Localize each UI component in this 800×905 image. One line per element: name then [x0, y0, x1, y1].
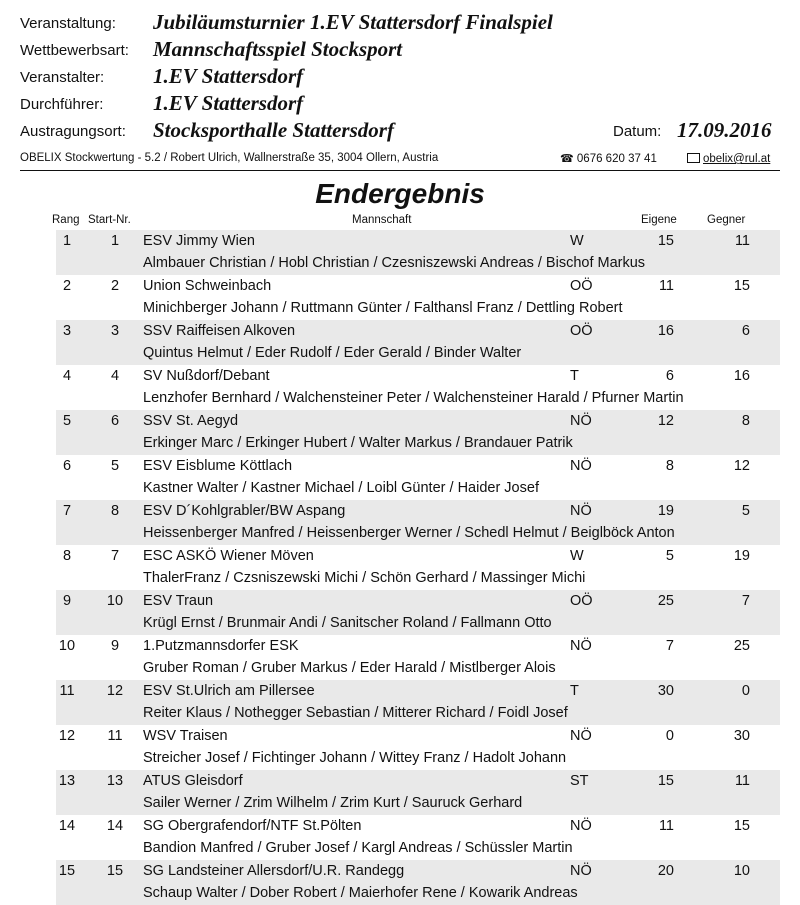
- rank-cell: 5: [62, 413, 72, 429]
- column-header-team: Mannschaft: [352, 214, 412, 226]
- team-name-cell: ESV D´Kohlgrabler/BW Aspang: [143, 503, 346, 519]
- players-cell: Sailer Werner / Zrim Wilhelm / Zrim Kurt / Sauruck Gerhard: [143, 795, 523, 811]
- players-cell: Schaup Walter / Dober Robert / Maierhofer Rene / Kowarik Andreas: [143, 885, 578, 901]
- rank-cell: 4: [62, 368, 72, 384]
- team-name-cell: SG Obergrafendorf/NTF St.Pölten: [143, 818, 362, 834]
- table-row: [56, 455, 780, 500]
- opponent-points-cell: 15: [733, 278, 750, 294]
- region-cell: T: [570, 683, 579, 699]
- rank-cell: 15: [58, 863, 76, 879]
- start-number-cell: 12: [106, 683, 124, 699]
- table-row: [56, 230, 780, 275]
- table-row: [56, 860, 780, 905]
- opponent-points-cell: 16: [733, 368, 750, 384]
- table-row: [56, 635, 780, 680]
- envelope-icon: [687, 153, 700, 163]
- start-number-cell: 9: [110, 638, 120, 654]
- info-value: 1.EV Stattersdorf: [153, 64, 304, 88]
- column-header-start: Start-Nr.: [88, 214, 131, 226]
- opponent-points-cell: 10: [733, 863, 750, 879]
- rank-cell: 11: [59, 683, 75, 699]
- rank-cell: 10: [58, 638, 76, 654]
- info-value: 1.EV Stattersdorf: [153, 91, 304, 115]
- info-row-competition: [20, 37, 790, 63]
- own-points-cell: 11: [658, 818, 674, 834]
- opponent-points-cell: 8: [741, 413, 750, 429]
- table-row: [56, 365, 780, 410]
- players-cell: Minichberger Johann / Ruttmann Günter / Falthansl Franz / Dettling Robert: [143, 300, 623, 316]
- start-number-cell: 11: [107, 728, 123, 744]
- start-number-cell: 15: [106, 863, 124, 879]
- region-cell: NÖ: [570, 818, 592, 834]
- page-title: Endergebnis: [315, 178, 485, 209]
- column-header-opp: Gegner: [707, 214, 746, 226]
- region-cell: W: [570, 548, 584, 564]
- start-number-cell: 6: [110, 413, 120, 429]
- info-label: Veranstalter:: [20, 69, 105, 86]
- team-name-cell: SSV St. Aegyd: [143, 413, 239, 429]
- rank-cell: 7: [62, 503, 72, 519]
- info-label: Veranstaltung:: [20, 15, 116, 32]
- own-points-cell: 25: [657, 593, 674, 609]
- start-number-cell: 1: [110, 233, 120, 249]
- region-cell: NÖ: [570, 863, 592, 879]
- own-points-cell: 30: [657, 683, 674, 699]
- region-cell: NÖ: [570, 728, 592, 744]
- players-cell: Erkinger Marc / Erkinger Hubert / Walter Markus / Brandauer Patrik: [143, 435, 573, 451]
- table-row: [56, 545, 780, 590]
- table-row: [56, 815, 780, 860]
- start-number-cell: 3: [110, 323, 120, 339]
- table-row: [56, 320, 780, 365]
- own-points-cell: 16: [657, 323, 674, 339]
- players-cell: Gruber Roman / Gruber Markus / Eder Harald / Mistlberger Alois: [143, 660, 556, 676]
- team-name-cell: SV Nußdorf/Debant: [143, 368, 270, 384]
- start-number-cell: 8: [110, 503, 120, 519]
- own-points-cell: 0: [665, 728, 674, 744]
- region-cell: OÖ: [570, 593, 593, 609]
- own-points-cell: 8: [665, 458, 674, 474]
- email-contact: [687, 152, 770, 165]
- players-cell: Bandion Manfred / Gruber Josef / Kargl Andreas / Schüssler Martin: [143, 840, 573, 856]
- players-cell: Lenzhofer Bernhard / Walchensteiner Peter / Walchensteiner Harald / Pfurner Martin: [143, 390, 684, 406]
- team-name-cell: ESC ASKÖ Wiener Möven: [143, 548, 314, 564]
- opponent-points-cell: 6: [741, 323, 750, 339]
- team-name-cell: ESV Eisblume Köttlach: [143, 458, 293, 474]
- region-cell: ST: [570, 773, 589, 789]
- start-number-cell: 14: [106, 818, 124, 834]
- info-label: Wettbewerbsart:: [20, 42, 129, 59]
- start-number-cell: 13: [106, 773, 124, 789]
- region-cell: NÖ: [570, 413, 592, 429]
- info-value: Jubiläumsturnier 1.EV Stattersdorf Finalspiel: [153, 10, 553, 34]
- players-cell: Heissenberger Manfred / Heissenberger Werner / Schedl Helmut / Beiglböck Anton: [143, 525, 675, 541]
- players-cell: Streicher Josef / Fichtinger Johann / Wittey Franz / Hadolt Johann: [143, 750, 567, 766]
- opponent-points-cell: 15: [733, 818, 750, 834]
- opponent-points-cell: 7: [741, 593, 750, 609]
- own-points-cell: 5: [665, 548, 674, 564]
- team-name-cell: 1.Putzmannsdorfer ESK: [143, 638, 299, 654]
- players-cell: Almbauer Christian / Hobl Christian / Czesniszewski Andreas / Bischof Markus: [143, 255, 646, 271]
- info-row-event: [20, 10, 790, 36]
- rank-cell: 14: [58, 818, 76, 834]
- team-name-cell: Union Schweinbach: [143, 278, 272, 294]
- team-name-cell: ESV St.Ulrich am Pillersee: [143, 683, 315, 699]
- date-label: Datum:: [613, 123, 662, 140]
- organizer-contact-line: [20, 152, 780, 164]
- own-points-cell: 7: [665, 638, 674, 654]
- team-name-cell: SG Landsteiner Allersdorf/U.R. Randegg: [143, 863, 405, 879]
- own-points-cell: 11: [658, 278, 674, 294]
- region-cell: OÖ: [570, 323, 593, 339]
- info-value: Stocksporthalle Stattersdorf: [153, 118, 394, 142]
- region-cell: W: [570, 233, 584, 249]
- opponent-points-cell: 5: [741, 503, 750, 519]
- start-number-cell: 4: [110, 368, 120, 384]
- opponent-points-cell: 11: [734, 233, 750, 249]
- start-number-cell: 10: [106, 593, 124, 609]
- table-row: [56, 500, 780, 545]
- info-label: Austragungsort:: [20, 123, 126, 140]
- rank-cell: 6: [62, 458, 72, 474]
- opponent-points-cell: 25: [733, 638, 750, 654]
- region-cell: NÖ: [570, 458, 592, 474]
- opponent-points-cell: 30: [733, 728, 750, 744]
- header-divider: [20, 170, 780, 171]
- phone-icon: ☎: [560, 153, 574, 165]
- region-cell: T: [570, 368, 579, 384]
- opponent-points-cell: 19: [733, 548, 750, 564]
- region-cell: NÖ: [570, 503, 592, 519]
- info-row-organizer: [20, 64, 790, 90]
- date-value: 17.09.2016: [677, 118, 772, 142]
- start-number-cell: 7: [110, 548, 120, 564]
- rank-cell: 12: [58, 728, 76, 744]
- column-header-rang: Rang: [52, 214, 80, 226]
- info-value: Mannschaftsspiel Stocksport: [153, 37, 403, 61]
- opponent-points-cell: 11: [734, 773, 750, 789]
- info-row-executor: [20, 91, 790, 117]
- rank-cell: 1: [62, 233, 72, 249]
- team-name-cell: ATUS Gleisdorf: [143, 773, 243, 789]
- own-points-cell: 15: [657, 773, 674, 789]
- region-cell: OÖ: [570, 278, 593, 294]
- table-row: [56, 590, 780, 635]
- players-cell: ThalerFranz / Czsniszewski Michi / Schön Gerhard / Massinger Michi: [143, 570, 586, 586]
- players-cell: Quintus Helmut / Eder Rudolf / Eder Gerald / Binder Walter: [143, 345, 522, 361]
- table-row: [56, 725, 780, 770]
- region-cell: NÖ: [570, 638, 592, 654]
- own-points-cell: 20: [657, 863, 674, 879]
- table-row: [56, 770, 780, 815]
- column-header-own: Eigene: [641, 214, 677, 226]
- rank-cell: 2: [62, 278, 72, 294]
- start-number-cell: 2: [110, 278, 120, 294]
- own-points-cell: 6: [665, 368, 674, 384]
- email-link[interactable]: obelix@rul.at: [703, 153, 771, 165]
- phone-contact: [560, 152, 657, 165]
- own-points-cell: 19: [657, 503, 674, 519]
- table-row: [56, 275, 780, 320]
- table-row: [56, 680, 780, 725]
- team-name-cell: ESV Jimmy Wien: [143, 233, 255, 249]
- team-name-cell: SSV Raiffeisen Alkoven: [143, 323, 296, 339]
- phone-number: 0676 620 37 41: [576, 153, 657, 165]
- players-cell: Kastner Walter / Kastner Michael / Loibl Günter / Haider Josef: [143, 480, 539, 496]
- start-number-cell: 5: [110, 458, 120, 474]
- team-name-cell: WSV Traisen: [143, 728, 228, 744]
- info-row-venue: [20, 118, 790, 144]
- own-points-cell: 12: [657, 413, 674, 429]
- rank-cell: 8: [62, 548, 72, 564]
- players-cell: Reiter Klaus / Nothegger Sebastian / Mitterer Richard / Foidl Josef: [143, 705, 568, 721]
- rank-cell: 13: [58, 773, 76, 789]
- rank-cell: 9: [62, 593, 72, 609]
- software-credit: OBELIX Stockwertung - 5.2 / Robert Ulrich, Wallnerstraße 35, 3004 Ollern, Austria: [20, 152, 439, 164]
- rank-cell: 3: [62, 323, 72, 339]
- table-row: [56, 410, 780, 455]
- own-points-cell: 15: [657, 233, 674, 249]
- players-cell: Krügl Ernst / Brunmair Andi / Sanitscher Roland / Fallmann Otto: [143, 615, 552, 631]
- opponent-points-cell: 12: [733, 458, 750, 474]
- opponent-points-cell: 0: [741, 683, 750, 699]
- team-name-cell: ESV Traun: [143, 593, 214, 609]
- info-label: Durchführer:: [20, 96, 104, 113]
